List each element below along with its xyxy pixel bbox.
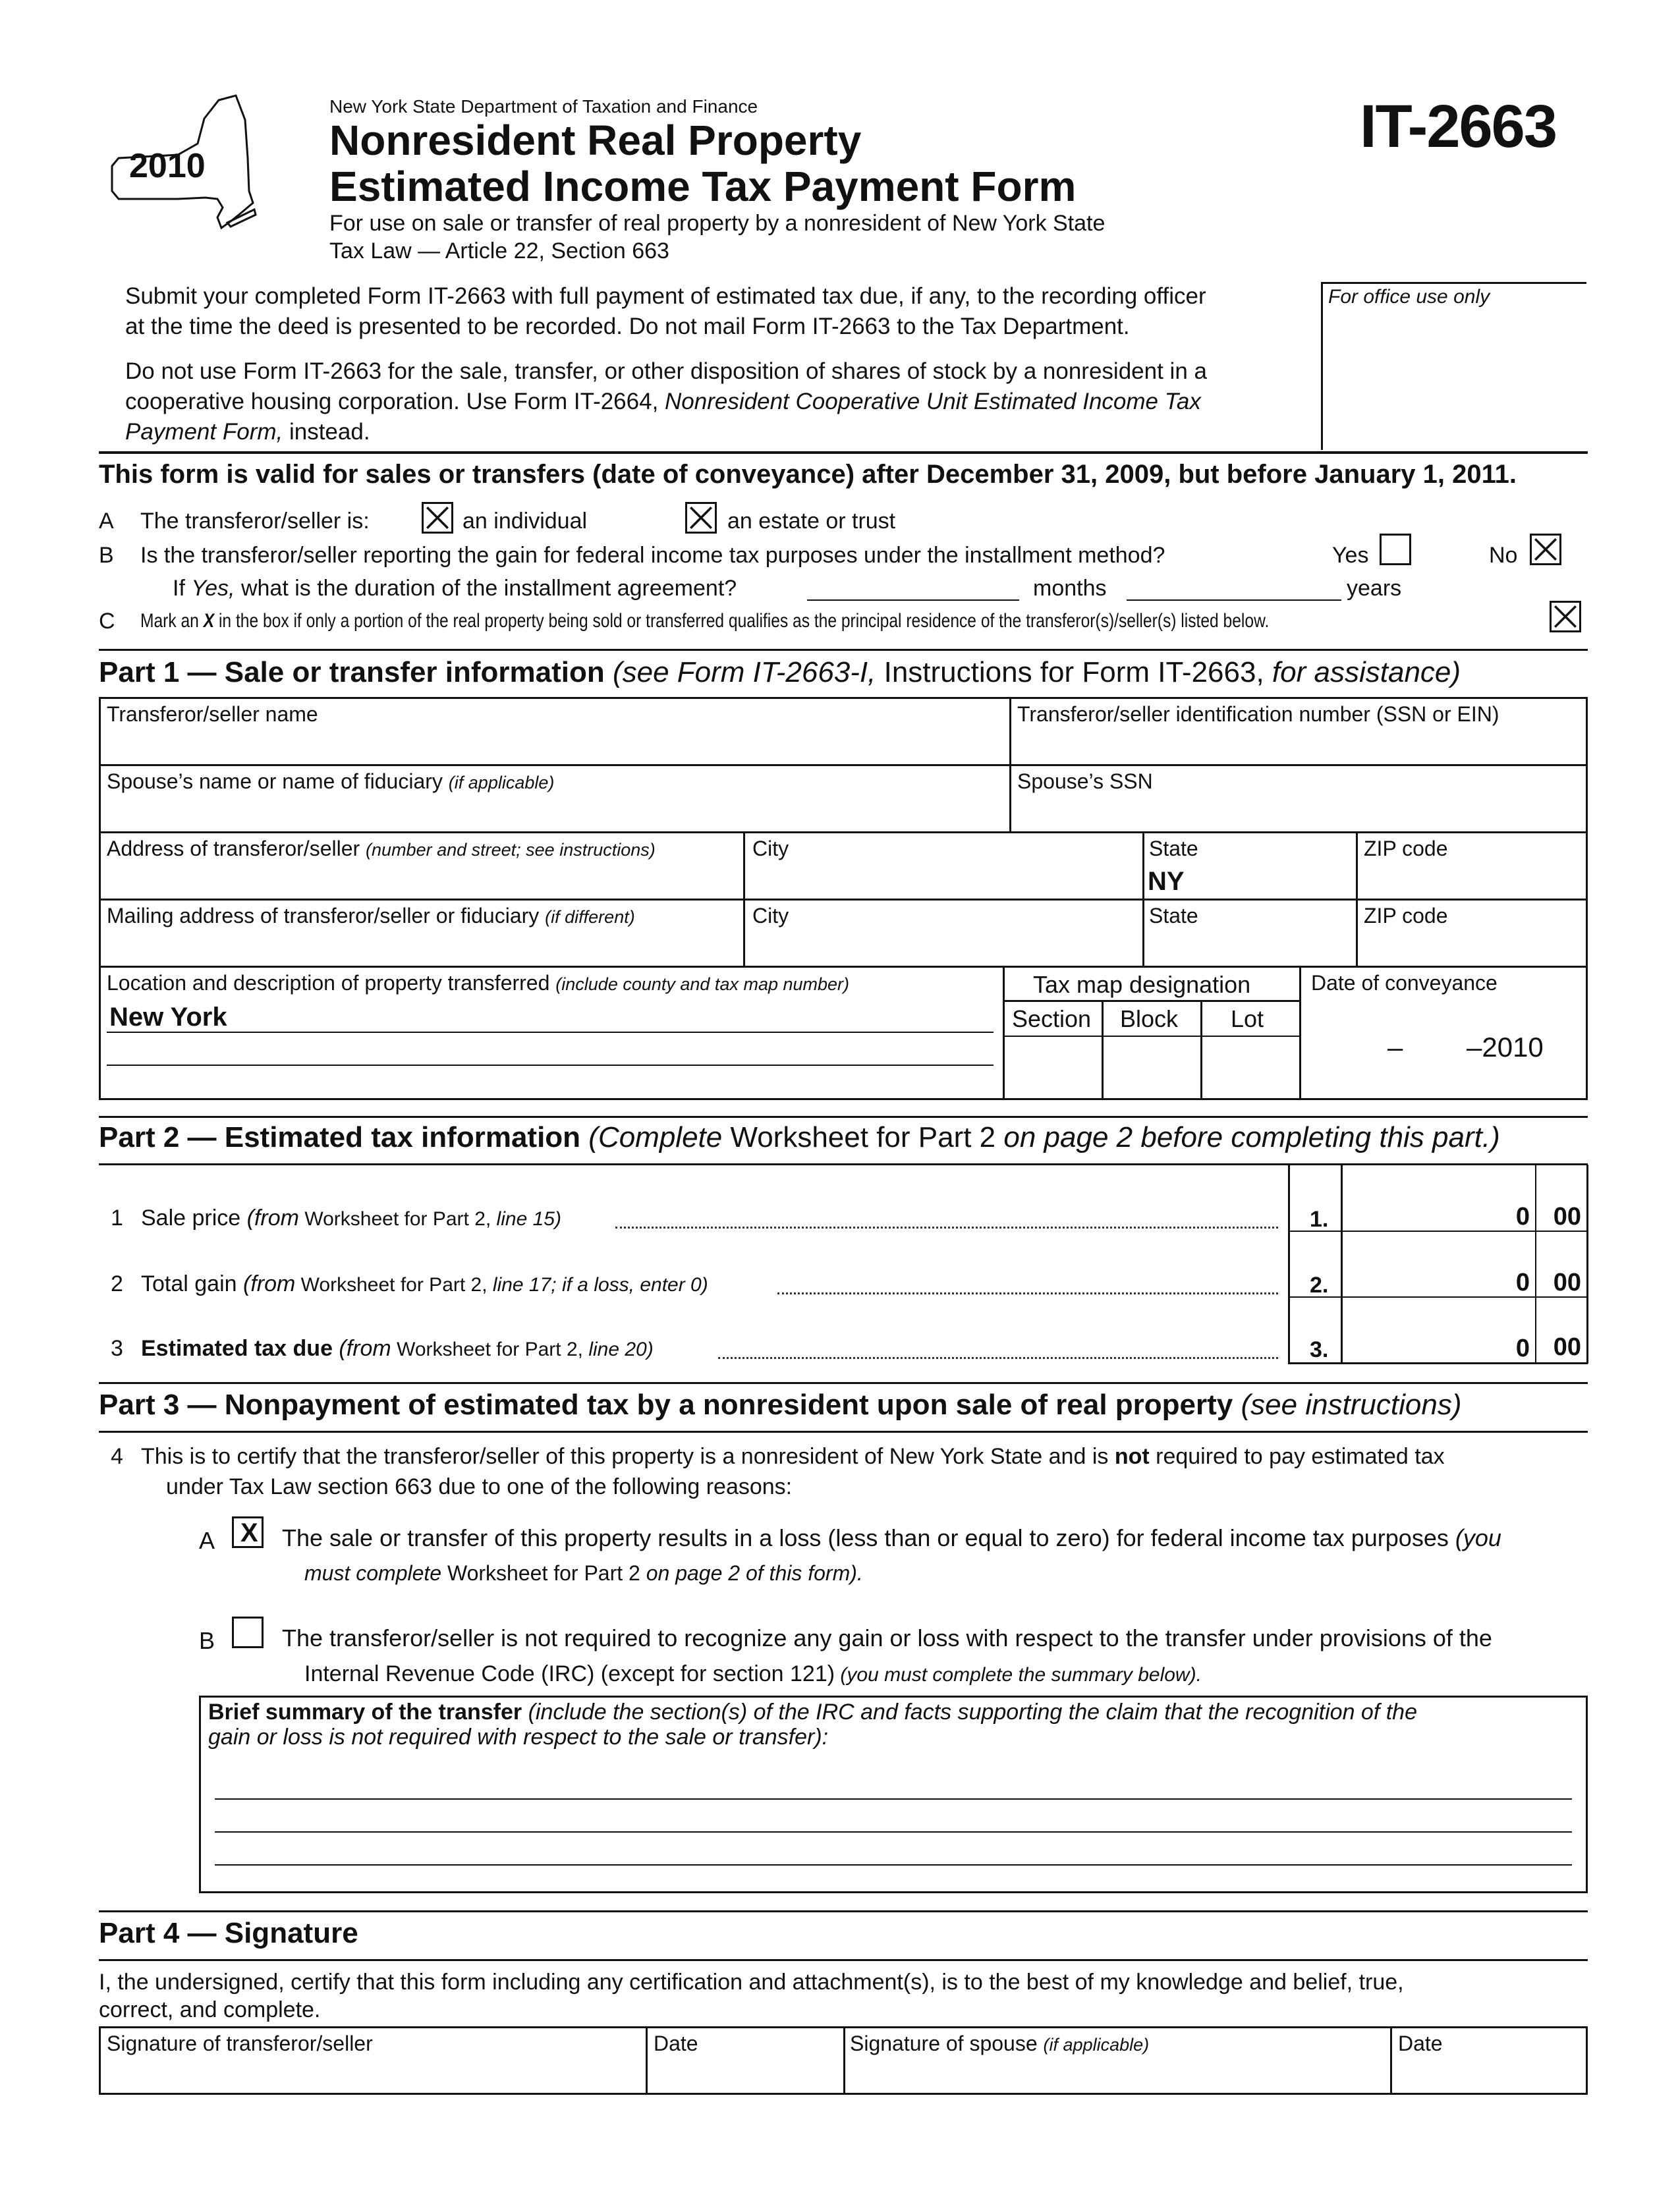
- intro-para2-line1: Do not use Form IT-2663 for the sale, transfer, or other disposition of shares of stock by a nonresident in a: [125, 358, 1207, 384]
- question-c-text: Mark an X in the box if only a portion of the real property being sold or transferred qualifies as the principal residence of the transferor(s)/seller(s) listed below.: [140, 610, 1270, 632]
- form-title-line2: Estimated Income Tax Payment Form: [329, 163, 1077, 210]
- tax-map-lot-label: Lot: [1231, 1005, 1264, 1032]
- divider: [1356, 831, 1358, 966]
- mailing-address-field[interactable]: [101, 929, 741, 965]
- divider: [1586, 1165, 1588, 1364]
- summary-line-3[interactable]: [215, 1864, 1572, 1866]
- question-b-letter: B: [99, 543, 114, 568]
- conveyance-date-label: Date of conveyance: [1311, 971, 1498, 995]
- form-subtitle-line2: Tax Law — Article 22, Section 663: [329, 238, 669, 263]
- part1-title: Part 1 — Sale or transfer information (see Form IT-2663-I, Instructions for Form IT-2663, for assistance): [99, 656, 1461, 688]
- state-label: State: [1149, 837, 1198, 860]
- divider: [99, 831, 1588, 833]
- seller-signature-label: Signature of transferor/seller: [107, 2032, 373, 2055]
- seller-id-label: Transferor/seller identification number (SSN or EIN): [1017, 702, 1499, 726]
- sale-price-dollars[interactable]: 0: [1515, 1203, 1530, 1231]
- installment-duration-text: If Yes, what is the duration of the installment agreement?: [173, 576, 737, 601]
- spouse-date-field[interactable]: [1393, 2055, 1585, 2092]
- seller-date-field[interactable]: [648, 2055, 842, 2092]
- state-value[interactable]: NY: [1148, 867, 1185, 896]
- form-year: 2010: [129, 147, 206, 185]
- installment-yes-label: Yes: [1332, 543, 1369, 568]
- line1-label: Sale price (from Worksheet for Part 2, line 15): [141, 1205, 561, 1231]
- individual-checkbox[interactable]: [422, 502, 453, 534]
- summary-heading: Brief summary of the transfer (include the section(s) of the IRC and facts supporting the claim that the recognition of the: [208, 1700, 1417, 1725]
- line1-leader: [615, 1227, 1278, 1229]
- divider: [1299, 966, 1301, 1100]
- certification-line1: I, the undersigned, certify that this form including any certification and attachment(s), is to the best of my knowledge and belief, true,: [99, 1970, 1404, 1995]
- spouse-signature-label: Signature of spouse (if applicable): [850, 2032, 1150, 2055]
- mailing-state-label: State: [1149, 904, 1198, 928]
- mailing-address-label: Mailing address of transferor/seller or fiduciary (if different): [107, 904, 635, 928]
- divider: [1003, 966, 1005, 1100]
- divider: [1009, 697, 1011, 833]
- form-subtitle-line1: For use on sale or transfer of real property by a nonresident of New York State: [329, 211, 1106, 236]
- line2-box-number: 2.: [1310, 1273, 1329, 1298]
- intro-para2-line3: Payment Form, instead.: [125, 419, 370, 445]
- divider: [743, 831, 745, 966]
- property-location-value[interactable]: New York: [109, 1003, 227, 1032]
- intro-para2-line2: cooperative housing corporation. Use Form IT-2664, Nonresident Cooperative Unit Estimated Income Tax: [125, 389, 1201, 414]
- tax-map-section-field[interactable]: [1005, 1038, 1100, 1098]
- divider: [1288, 1165, 1290, 1364]
- years-label: years: [1347, 576, 1402, 601]
- divider: [1003, 1000, 1299, 1002]
- seller-signature-field[interactable]: [101, 2055, 645, 2092]
- part4-title: Part 4 — Signature: [99, 1917, 358, 1949]
- estate-trust-label: an estate or trust: [727, 509, 896, 534]
- spouse-ssn-label: Spouse’s SSN: [1017, 769, 1153, 793]
- line1-number: 1: [111, 1205, 123, 1231]
- divider: [1102, 1000, 1104, 1100]
- summary-heading-cont: gain or loss is not required with respect to the sale or transfer):: [208, 1725, 829, 1750]
- divider: [99, 649, 1588, 651]
- reason-b-text: The transferor/seller is not required to recognize any gain or loss with respect to the transfer under provisions of the: [282, 1624, 1492, 1651]
- question-b-text: Is the transferor/seller reporting the gain for federal income tax purposes under the installment method?: [140, 543, 1165, 568]
- line4-text: This is to certify that the transferor/seller of this property is a nonresident of New York State and is not required to pay estimated tax: [141, 1444, 1445, 1469]
- divider: [99, 1116, 1588, 1118]
- reason-a-text: The sale or transfer of this property results in a loss (less than or equal to zero) for federal income tax purposes (you: [282, 1524, 1501, 1551]
- installment-yes-checkbox[interactable]: [1380, 534, 1411, 565]
- question-a-text: The transferor/seller is:: [140, 509, 370, 534]
- divider: [1003, 1036, 1299, 1037]
- address-field[interactable]: [101, 862, 741, 898]
- reason-a-checkbox[interactable]: X: [232, 1516, 264, 1548]
- tax-map-block-label: Block: [1120, 1005, 1179, 1032]
- property-location-line1: [107, 1032, 994, 1033]
- installment-no-checkbox[interactable]: [1530, 534, 1561, 565]
- line2-leader: [777, 1292, 1278, 1294]
- divider: [99, 966, 1588, 968]
- installment-no-label: No: [1489, 543, 1518, 568]
- line1-box-number: 1.: [1310, 1207, 1329, 1232]
- divider: [646, 2026, 648, 2095]
- reason-b-letter: B: [199, 1627, 215, 1654]
- mailing-zip-label: ZIP code: [1364, 904, 1448, 928]
- mailing-zip-field[interactable]: [1358, 929, 1585, 965]
- line4-text-cont: under Tax Law section 663 due to one of the following reasons:: [166, 1474, 793, 1499]
- conveyance-date-dash: –: [1387, 1032, 1403, 1063]
- question-c-letter: C: [99, 609, 115, 634]
- seller-date-label: Date: [654, 2032, 698, 2055]
- seller-id-field[interactable]: [1012, 728, 1585, 763]
- divider: [99, 1431, 1588, 1433]
- zip-field[interactable]: [1358, 862, 1585, 898]
- validity-statement: This form is valid for sales or transfers (date of conveyance) after December 31, 2009, but before January 1, 2011.: [99, 460, 1517, 489]
- mailing-city-label: City: [752, 904, 789, 928]
- property-location-line2[interactable]: [107, 1065, 994, 1066]
- estimated-tax-dollars[interactable]: 0: [1515, 1335, 1530, 1362]
- reason-a-note: must complete Worksheet for Part 2 on page 2 of this form).: [304, 1561, 863, 1585]
- summary-line-1[interactable]: [215, 1798, 1572, 1800]
- line3-box-number: 3.: [1310, 1337, 1329, 1362]
- line3-number: 3: [111, 1336, 123, 1361]
- tax-map-lot-field[interactable]: [1203, 1038, 1298, 1098]
- line2-number: 2: [111, 1271, 123, 1296]
- agency-name: New York State Department of Taxation and Finance: [329, 96, 758, 117]
- months-label: months: [1033, 576, 1107, 601]
- part3-title: Part 3 — Nonpayment of estimated tax by a nonresident upon sale of real property (see instructions): [99, 1389, 1462, 1421]
- spouse-name-label: Spouse’s name or name of fiduciary (if applicable): [107, 769, 555, 793]
- form-number: IT-2663: [1360, 93, 1556, 160]
- office-use-label: For office use only: [1328, 286, 1490, 308]
- reason-b-text-cont: Internal Revenue Code (IRC) (except for section 121) (you must complete the summary below).: [304, 1661, 1202, 1686]
- divider: [99, 764, 1588, 766]
- intro-para1-line1: Submit your completed Form IT-2663 with full payment of estimated tax due, if any, to the recording officer: [125, 283, 1206, 309]
- certification-line2: correct, and complete.: [99, 1997, 321, 2022]
- estate-trust-checkbox[interactable]: [685, 502, 717, 534]
- zip-label: ZIP code: [1364, 837, 1448, 860]
- line4-number: 4: [111, 1444, 123, 1469]
- address-label: Address of transferor/seller (number and street; see instructions): [107, 837, 656, 860]
- tax-map-block-field[interactable]: [1104, 1038, 1199, 1098]
- reason-a-letter: A: [199, 1527, 215, 1554]
- property-location-label: Location and description of property transferred (include county and tax map number): [107, 971, 850, 995]
- divider: [99, 1382, 1588, 1384]
- seller-name-field[interactable]: [101, 728, 1007, 763]
- line3-leader: [718, 1357, 1278, 1359]
- divider: [99, 451, 1588, 454]
- divider: [99, 899, 1588, 901]
- estimated-tax-cents[interactable]: 00: [1553, 1333, 1581, 1361]
- city-label: City: [752, 837, 789, 860]
- installment-years-field[interactable]: [1127, 599, 1341, 601]
- spouse-signature-field[interactable]: [846, 2055, 1389, 2092]
- spouse-date-label: Date: [1398, 2032, 1443, 2055]
- spouse-ssn-field[interactable]: [1012, 795, 1585, 831]
- city-field[interactable]: [746, 862, 1141, 898]
- question-a-letter: A: [99, 509, 114, 534]
- tax-map-section-label: Section: [1012, 1005, 1092, 1032]
- divider: [1341, 1165, 1343, 1364]
- form-title-line1: Nonresident Real Property: [329, 117, 862, 164]
- mailing-city-field[interactable]: [746, 929, 1141, 965]
- seller-name-label: Transferor/seller name: [107, 702, 318, 726]
- summary-line-2[interactable]: [215, 1831, 1572, 1833]
- divider: [99, 1910, 1588, 1912]
- mailing-state-field[interactable]: [1145, 929, 1355, 965]
- principal-residence-checkbox[interactable]: [1550, 601, 1581, 632]
- part2-title: Part 2 — Estimated tax information (Complete Worksheet for Part 2 on page 2 before completing this part.): [99, 1121, 1500, 1153]
- divider: [1142, 831, 1144, 966]
- line2-label: Total gain (from Worksheet for Part 2, line 17; if a loss, enter 0): [141, 1271, 708, 1296]
- divider: [843, 2026, 845, 2095]
- divider: [1390, 2026, 1392, 2095]
- divider: [99, 1959, 1588, 1961]
- line3-label: Estimated tax due (from Worksheet for Part 2, line 20): [141, 1336, 654, 1361]
- total-gain-dollars[interactable]: 0: [1515, 1269, 1530, 1296]
- divider: [1535, 1165, 1536, 1364]
- total-gain-cents[interactable]: 00: [1553, 1269, 1581, 1296]
- divider: [1200, 1000, 1202, 1100]
- sale-price-cents[interactable]: 00: [1553, 1203, 1581, 1231]
- intro-para1-line2: at the time the deed is presented to be recorded. Do not mail Form IT-2663 to the Tax Department.: [125, 314, 1130, 339]
- conveyance-date-year[interactable]: –2010: [1467, 1032, 1544, 1063]
- spouse-name-field[interactable]: [101, 795, 1007, 831]
- reason-b-checkbox[interactable]: [232, 1617, 264, 1648]
- individual-label: an individual: [462, 509, 588, 534]
- installment-months-field[interactable]: [807, 599, 1019, 601]
- divider: [99, 1163, 1588, 1165]
- tax-map-label: Tax map designation: [1033, 971, 1251, 998]
